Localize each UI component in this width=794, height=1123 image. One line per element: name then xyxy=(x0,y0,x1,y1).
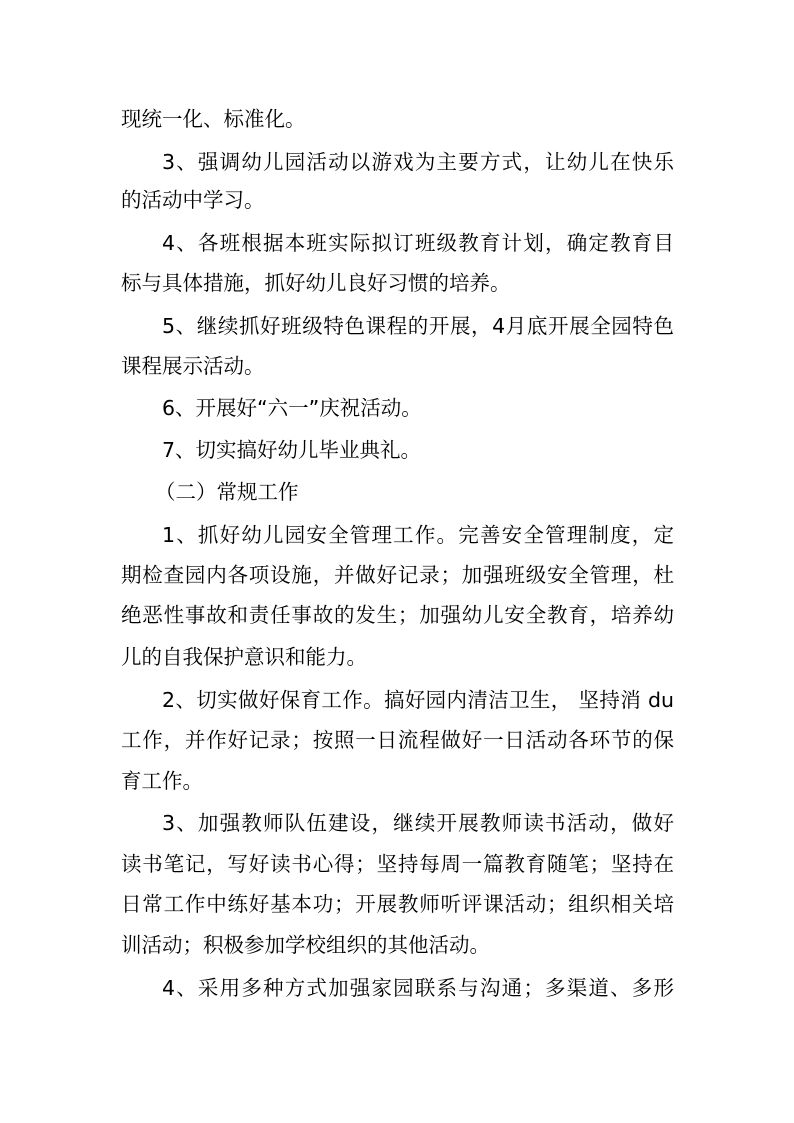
paragraph-line-15: 2、切实做好保育工作。搞好园内清洁卫生， 坚持消 du xyxy=(162,688,674,712)
paragraph-line-12: 期检查园内各项设施，并做好记录；加强班级安全管理，杜 xyxy=(121,563,674,587)
paragraph-line-7: 课程展示活动。 xyxy=(121,354,265,378)
paragraph-line-3: 的活动中学习。 xyxy=(121,188,265,212)
paragraph-line-6: 5、继续抓好班级特色课程的开展，4月底开展全园特色 xyxy=(162,314,674,338)
paragraph-line-4: 4、各班根据本班实际拟订班级教育计划，确定教育目 xyxy=(162,231,674,255)
section-heading: （二）常规工作 xyxy=(155,480,299,504)
paragraph-line-17: 育工作。 xyxy=(121,769,203,793)
paragraph-line-14: 儿的自我保护意识和能力。 xyxy=(121,645,367,669)
paragraph-line-19: 读书笔记，写好读书心得；坚持每周一篇教育随笔；坚持在 xyxy=(121,852,674,876)
paragraph-line-8: 6、开展好“六一”庆祝活动。 xyxy=(162,396,422,420)
paragraph-line-21: 训活动；积极参加学校组织的其他活动。 xyxy=(121,933,490,957)
paragraph-line-13: 绝恶性事故和责任事故的发生；加强幼儿安全教育，培养幼 xyxy=(121,603,674,627)
paragraph-line-5: 标与具体措施，抓好幼儿良好习惯的培养。 xyxy=(121,271,511,295)
paragraph-line-9: 7、切实搞好幼儿毕业典礼。 xyxy=(162,438,422,462)
paragraph-line-18: 3、加强教师队伍建设，继续开展教师读书活动，做好 xyxy=(162,811,674,835)
paragraph-line-22: 4、采用多种方式加强家园联系与沟通；多渠道、多形 xyxy=(162,976,674,1000)
paragraph-line-11: 1、抓好幼儿园安全管理工作。完善安全管理制度，定 xyxy=(162,523,674,547)
paragraph-line-1: 现统一化、标准化。 xyxy=(121,107,306,131)
paragraph-line-16: 工作，并作好记录；按照一日流程做好一日活动各环节的保 xyxy=(121,728,674,752)
paragraph-line-2: 3、强调幼儿园活动以游戏为主要方式，让幼儿在快乐 xyxy=(162,150,674,174)
paragraph-line-20: 日常工作中练好基本功；开展教师听评课活动；组织相关培 xyxy=(121,892,674,916)
